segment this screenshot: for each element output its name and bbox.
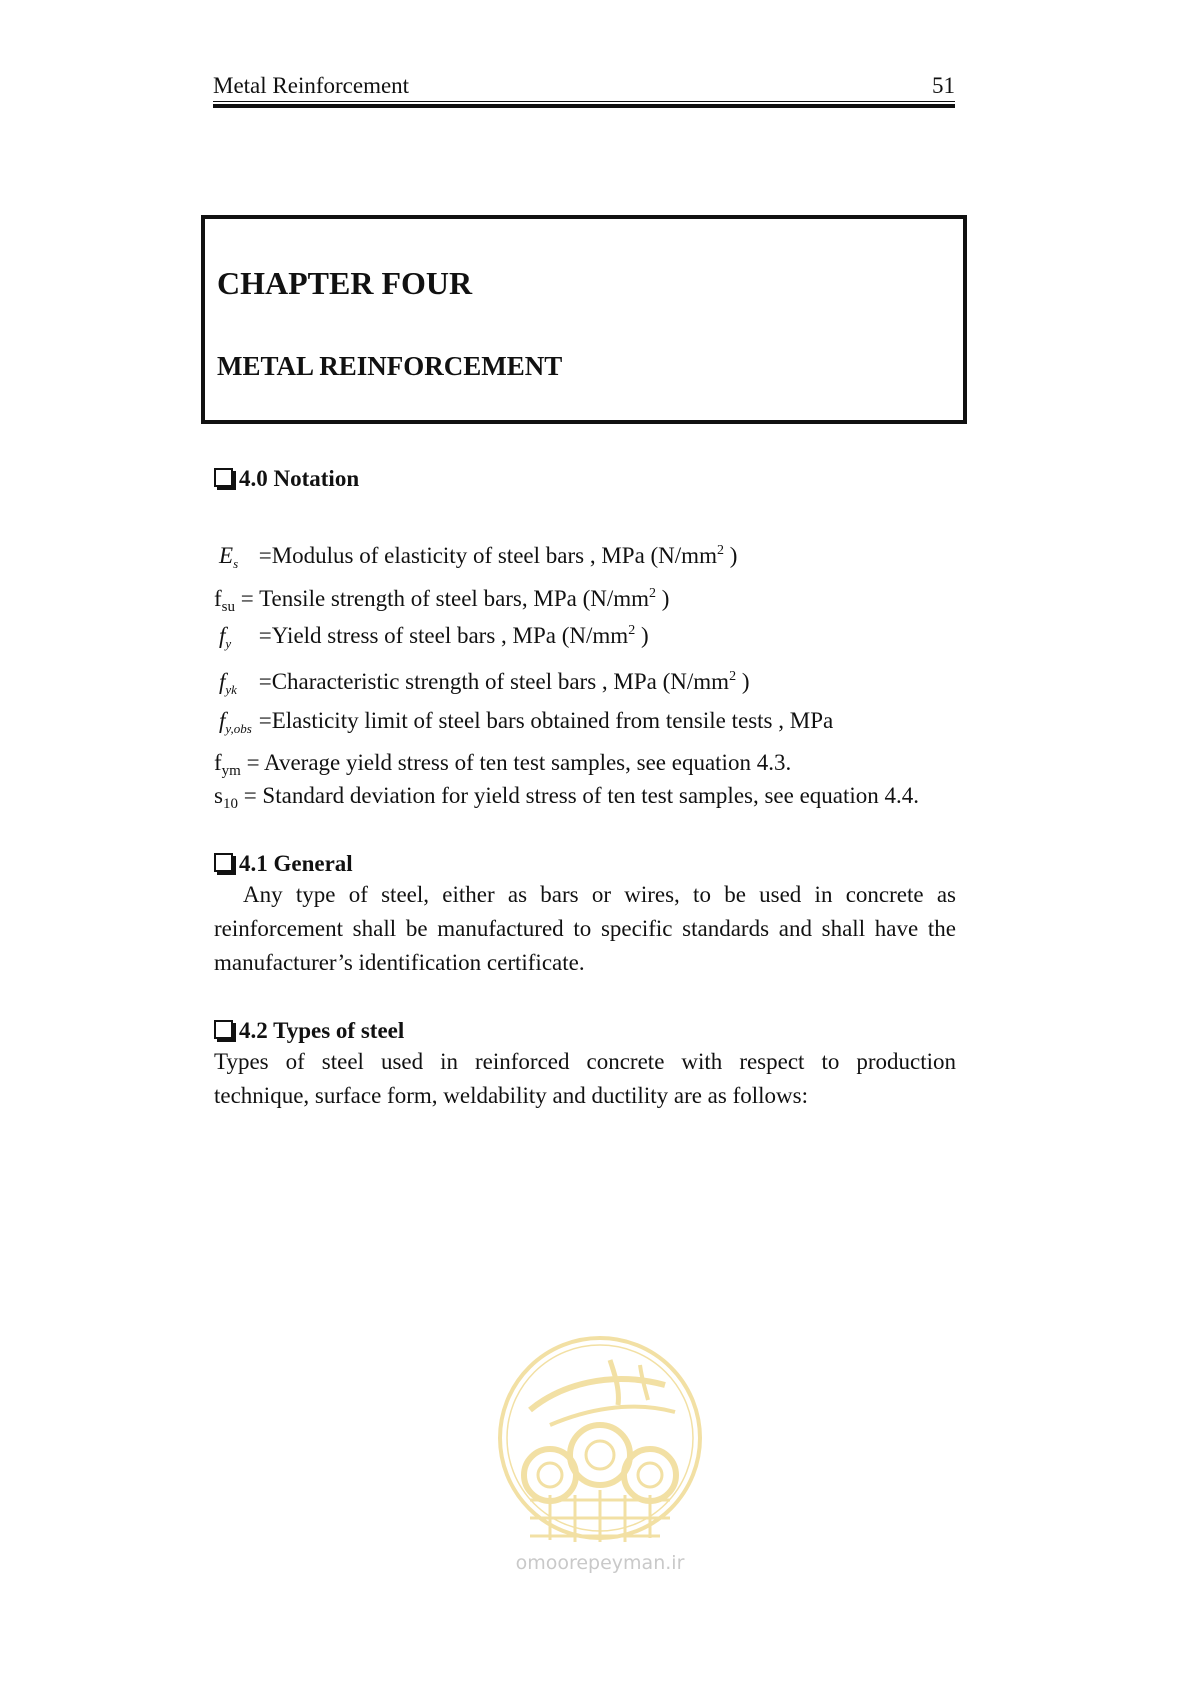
checkbox-bullet-icon (214, 468, 233, 487)
paragraph-line: Any type of steel, either as bars or wires, to be used in concrete as (243, 882, 956, 907)
chapter-title: CHAPTER FOUR (217, 265, 473, 301)
notation-symbol: $f_{yk}$ (219, 669, 237, 697)
section-heading-text: 4.1 General (239, 851, 353, 876)
notation-tail: ) (640, 623, 649, 648)
notation-item (214, 749, 964, 785)
notation-symbol: $f_y$ (219, 623, 232, 651)
superscript: 2 (729, 669, 737, 684)
notation-definition: = Standard deviation for yield stress of ten test samples, see equation 4.4. (243, 783, 920, 808)
notation-symbol: $f_{ym}$ (214, 750, 241, 779)
notation-symbol: $E_s$ (219, 543, 239, 571)
superscript: 2 (628, 623, 636, 638)
paragraph-line: technique, surface form, weldability and ductility are as follows: (214, 1083, 808, 1108)
header-title: Metal Reinforcement (213, 73, 410, 98)
notation-definition: = Average yield stress of ten test samples, see equation 4.3. (246, 750, 792, 775)
notation-symbol: $f_{su}$ (214, 586, 236, 615)
notation-item (214, 580, 964, 621)
notation-item (214, 617, 964, 658)
notation-item (214, 537, 964, 578)
paragraph-line: reinforcement shall be manufactured to specific standards and shall have the (214, 916, 956, 941)
page-number: 51 (932, 73, 955, 98)
superscript: 2 (716, 543, 724, 558)
section-heading-types (214, 1017, 404, 1045)
section-heading-text: 4.0 Notation (239, 466, 360, 491)
general-paragraph (214, 878, 956, 980)
notation-tail: ) (729, 543, 738, 568)
watermark (490, 1330, 710, 1590)
section-heading-text: 4.2 Types of steel (239, 1018, 405, 1043)
header-rule-thick (213, 104, 955, 108)
notation-symbol: $s_{10}$ (214, 783, 238, 812)
paragraph-line: manufacturer’s identification certificate. (214, 950, 585, 975)
running-header (213, 72, 955, 104)
notation-item (214, 707, 964, 743)
section-heading-general (214, 850, 353, 878)
notation-tail: ) (741, 669, 750, 694)
checkbox-bullet-icon (214, 1020, 233, 1039)
notation-definition: =Modulus of elasticity of steel bars , MPa (N/mm (258, 543, 717, 568)
notation-definition: =Characteristic strength of steel bars , MPa (N/mm (258, 669, 730, 694)
section-heading-notation (214, 465, 359, 493)
watermark-text: omoorepeyman.ir (515, 1552, 685, 1574)
notation-item (214, 663, 964, 704)
notation-definition: = Tensile strength of steel bars, MPa (N/mm (240, 586, 650, 611)
chapter-subtitle: METAL REINFORCEMENT (217, 351, 563, 381)
header-rule (213, 101, 955, 102)
notation-tail: ) (661, 586, 670, 611)
notation-definition: =Yield stress of steel bars , MPa (N/mm (258, 623, 629, 648)
notation-definition: =Elasticity limit of steel bars obtained from tensile tests , MPa (258, 708, 834, 733)
paragraph-line: Types of steel used in reinforced concrete with respect to production (214, 1049, 956, 1074)
checkbox-bullet-icon (214, 853, 233, 872)
superscript: 2 (649, 586, 657, 601)
chapter-title-box (201, 215, 967, 424)
omoorepeyman-logo-icon (490, 1330, 710, 1545)
types-paragraph (214, 1045, 956, 1113)
notation-symbol: $f_{y,obs}$ (219, 708, 252, 736)
notation-item (214, 782, 964, 818)
